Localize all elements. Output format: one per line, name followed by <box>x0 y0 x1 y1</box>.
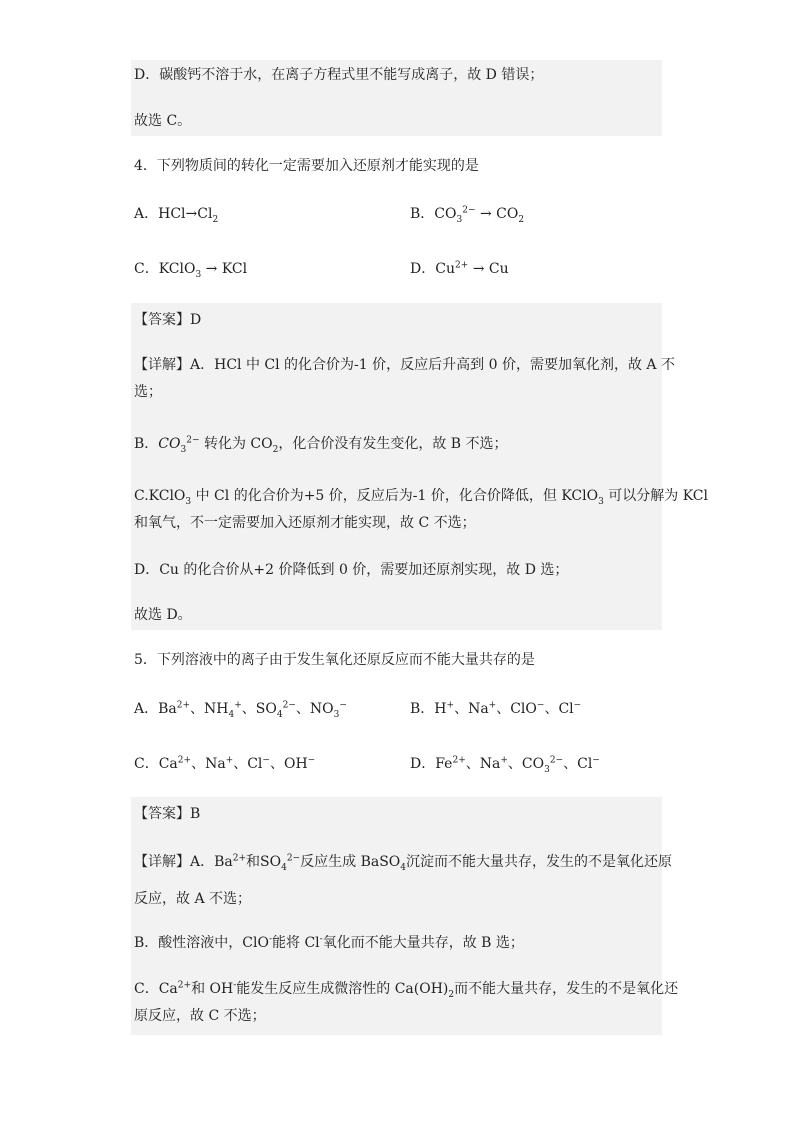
q4-detail-c-line1: C.KClO$_3$ 中 Cl 的化合价为+5 价，反应后为-1 价，化合价降低，但 KClO$_3$ 可以分解为 KCl <box>134 488 708 507</box>
q4-explanation-block <box>131 303 708 630</box>
q4-detail-a-line1: 【详解】A．HCl 中 Cl 的化合价为-1 价，反应后升高到 0 价，需要加氧化剂，故 A 不 <box>134 357 675 373</box>
q4-detail-d: D．Cu 的化合价从+2 价降低到 0 价，需要加还原剂实现，故 D 选； <box>134 562 569 578</box>
q4-conclusion: 故选 D。 <box>134 607 192 623</box>
q5-detail-c-line1: C．$Ca^{2+}$和 OH-能发生反应生成微溶性的 $Ca(OH)_2$而不能大量共存，发生的不是氧化还 <box>134 980 679 1000</box>
q5-answer: 【答案】B <box>134 806 201 822</box>
q5-explanation-block <box>131 797 679 1035</box>
q5-option-c: C．$Ca^{2+}$、Na+、Cl−、OH− <box>134 755 316 772</box>
q4-detail-b: B．$CO_3^{2-}$ 转化为 $CO_2$，化合价没有发生变化，故 B 不选； <box>134 435 508 455</box>
conclusion-line: 故选 C。 <box>134 113 192 129</box>
explanation-block-q3 <box>131 60 662 136</box>
q5-option-a: A．$Ba^{2+}$、$NH_4^+$、$SO_4^{2-}$、$NO_3^-$ <box>134 700 347 720</box>
q5-detail-a-line2: 反应，故 A 不选； <box>134 891 252 907</box>
q5-detail-b: B．酸性溶液中，ClO-能将 Cl-氧化而不能大量共存，故 B 选； <box>134 934 524 951</box>
question-4-stem: 4．下列物质间的转化一定需要加入还原剂才能实现的是 <box>134 158 479 174</box>
q4-answer: 【答案】D <box>134 312 202 328</box>
q4-detail-c-line2: 和氧气，不一定需要加入还原剂才能实现，故 C 不选； <box>134 515 476 531</box>
q4-option-b: B．$CO_3^{2-} \to CO_2$ <box>410 205 525 225</box>
q5-option-d: D．$Fe^{2+}$、Na+、$CO_3^{2-}$、Cl− <box>410 755 600 775</box>
q4-option-a: A．$HCl\to Cl_2$ <box>134 206 219 225</box>
q5-detail-a-line1: 【详解】A．$Ba^{2+}$和$SO_4^{2-}$反应生成 BaSO$_4$沉淀而不能大量共存，发生的不是氧化还原 <box>134 853 673 873</box>
q4-option-d: D．$Cu^{2+} \to Cu$ <box>410 260 509 277</box>
q4-detail-a-line2: 选； <box>134 384 162 400</box>
explanation-line-d: D．碳酸钙不溶于水，在离子方程式里不能写成离子，故 D 错误； <box>134 67 544 83</box>
q5-option-b: B．H+、Na+、ClO−、Cl− <box>410 700 582 717</box>
q4-option-c: C．KClO$_3$ → KCl <box>134 261 248 280</box>
question-5-stem: 5．下列溶液中的离子由于发生氧化还原反应而不能大量共存的是 <box>134 652 535 668</box>
q5-detail-c-line2: 原反应，故 C 不选； <box>134 1008 266 1024</box>
